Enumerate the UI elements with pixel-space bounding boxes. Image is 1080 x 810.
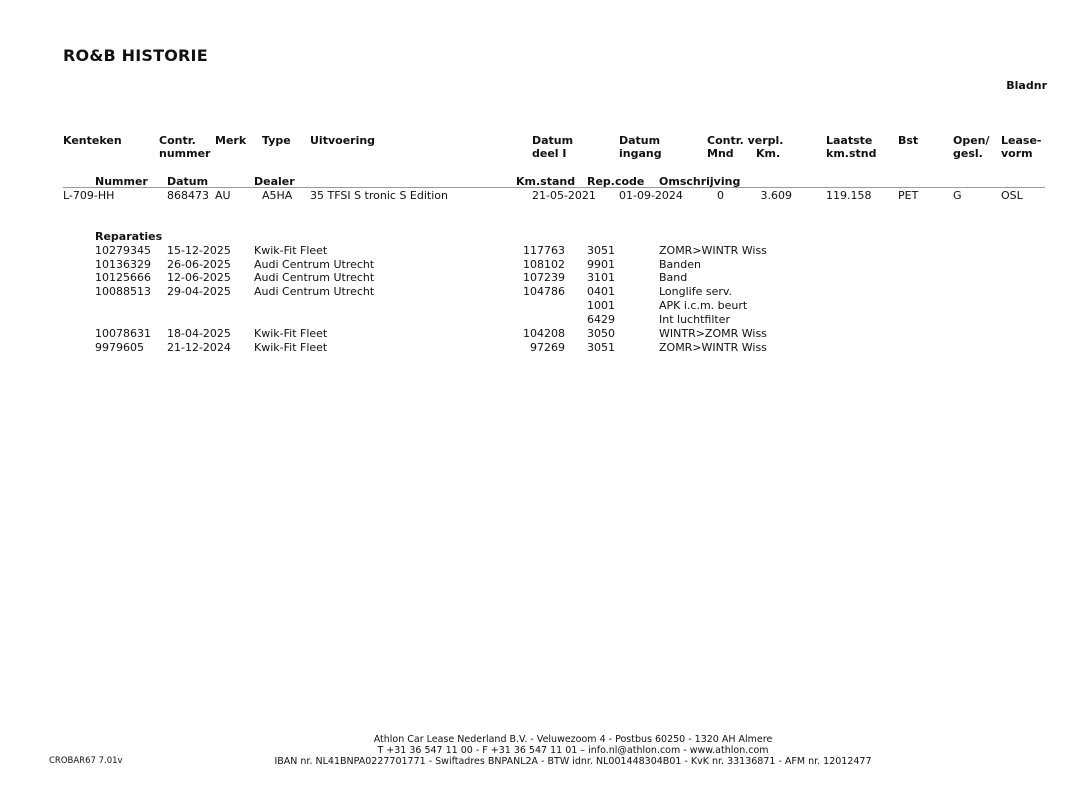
repair-dealer: Kwik-Fit Fleet — [254, 327, 328, 340]
repair-omschrijving: ZOMR>WINTR Wiss — [659, 244, 767, 257]
vehicle-datum-ingang: 01-09-2024 — [619, 189, 683, 202]
repair-datum: 21-12-2024 — [167, 341, 231, 354]
vehicle-uitvoering: 35 TFSI S tronic S Edition — [310, 189, 448, 202]
header-mnd: Mnd — [707, 147, 734, 160]
page-title: RO&B HISTORIE — [63, 46, 208, 65]
repair-repcode: 3051 — [587, 244, 615, 257]
repair-dealer: Audi Centrum Utrecht — [254, 271, 375, 284]
vehicle-type: A5HA — [262, 189, 293, 202]
header-contr-verpl: Contr. verpl. — [707, 134, 784, 147]
repair-nummer: 10125666 — [95, 271, 151, 284]
header-kenteken: Kenteken — [63, 134, 122, 147]
header-kmstnd: km.stnd — [826, 147, 877, 160]
repair-kmstand: 104786 — [523, 285, 565, 298]
repair-nummer: 10088513 — [95, 285, 151, 298]
repair-nummer: 10136329 — [95, 258, 151, 271]
subheader-datum: Datum — [167, 175, 209, 188]
header-bst: Bst — [898, 134, 919, 147]
repair-datum: 29-04-2025 — [167, 285, 231, 298]
repair-repcode: 6429 — [587, 313, 615, 326]
header-km: Km. — [756, 147, 781, 160]
header-gesl: gesl. — [953, 147, 983, 160]
footer-address: Athlon Car Lease Nederland B.V. - Veluwezoom 4 - Postbus 60250 - 1320 AH Almere — [373, 734, 773, 745]
repair-omschrijving: APK i.c.m. beurt — [659, 299, 748, 312]
repair-dealer: Kwik-Fit Fleet — [254, 341, 328, 354]
vehicle-kenteken: L-709-HH — [63, 189, 115, 202]
vehicle-km: 3.609 — [760, 189, 792, 202]
vehicle-lease-vorm: OSL — [1001, 189, 1023, 202]
repair-repcode: 3101 — [587, 271, 615, 284]
subheader-dealer: Dealer — [254, 175, 295, 188]
header-nummer: nummer — [159, 147, 211, 160]
header-type: Type — [262, 134, 291, 147]
repair-omschrijving: ZOMR>WINTR Wiss — [659, 341, 767, 354]
vehicle-open-gesl: G — [953, 189, 962, 202]
header-deel-i: deel I — [532, 147, 567, 160]
header-divider — [63, 187, 1045, 188]
footer-legal: IBAN nr. NL41BNPA0227701771 - Swiftadres BNPANL2A - BTW idnr. NL001448304B01 - KvK nr. 33136871 - AFM nr. 12012477 — [274, 756, 872, 767]
repair-omschrijving: Banden — [659, 258, 701, 271]
repair-kmstand: 107239 — [523, 271, 565, 284]
header-laatste: Laatste — [826, 134, 873, 147]
vehicle-bst: PET — [898, 189, 919, 202]
header-open: Open/ — [953, 134, 990, 147]
repair-datum: 15-12-2025 — [167, 244, 231, 257]
repairs-heading: Reparaties — [95, 230, 163, 243]
header-contr: Contr. — [159, 134, 196, 147]
form-code: CROBAR67 7.01v — [49, 756, 123, 766]
subheader-repcode: Rep.code — [587, 175, 645, 188]
repair-dealer: Audi Centrum Utrecht — [254, 258, 375, 271]
header-ingang: ingang — [619, 147, 662, 160]
repair-dealer: Audi Centrum Utrecht — [254, 285, 375, 298]
repair-omschrijving: Longlife serv. — [659, 285, 733, 298]
subheader-omschrijving: Omschrijving — [659, 175, 741, 188]
repair-datum: 12-06-2025 — [167, 271, 231, 284]
repair-repcode: 3051 — [587, 341, 615, 354]
repair-repcode: 1001 — [587, 299, 615, 312]
repair-omschrijving: Int luchtfilter — [659, 313, 730, 326]
repair-repcode: 9901 — [587, 258, 615, 271]
vehicle-datum-deel-i: 21-05-2021 — [532, 189, 596, 202]
repair-kmstand: 117763 — [523, 244, 565, 257]
subheader-kmstand: Km.stand — [516, 175, 576, 188]
footer-contact: T +31 36 547 11 00 - F +31 36 547 11 01 – info.nl@athlon.com - www.athlon.com — [377, 745, 769, 756]
header-datum-deel: Datum — [532, 134, 574, 147]
repair-nummer: 10279345 — [95, 244, 151, 257]
repair-nummer: 9979605 — [95, 341, 144, 354]
repair-kmstand: 104208 — [523, 327, 565, 340]
header-uitvoering: Uitvoering — [310, 134, 376, 147]
repair-kmstand: 97269 — [530, 341, 565, 354]
repair-dealer: Kwik-Fit Fleet — [254, 244, 328, 257]
vehicle-mnd: 0 — [717, 189, 724, 202]
subheader-nummer: Nummer — [95, 175, 148, 188]
vehicle-laatste-kmstnd: 119.158 — [826, 189, 872, 202]
vehicle-merk: AU — [215, 189, 231, 202]
repair-repcode: 3050 — [587, 327, 615, 340]
repair-datum: 26-06-2025 — [167, 258, 231, 271]
repair-omschrijving: WINTR>ZOMR Wiss — [659, 327, 767, 340]
header-merk: Merk — [215, 134, 247, 147]
repair-repcode: 0401 — [587, 285, 615, 298]
vehicle-contract: 868473 — [167, 189, 209, 202]
repair-nummer: 10078631 — [95, 327, 151, 340]
repair-datum: 18-04-2025 — [167, 327, 231, 340]
repair-omschrijving: Band — [659, 271, 688, 284]
header-vorm: vorm — [1001, 147, 1033, 160]
repair-kmstand: 108102 — [523, 258, 565, 271]
header-datum-ingang: Datum — [619, 134, 661, 147]
header-lease: Lease- — [1001, 134, 1042, 147]
page-number-label: Bladnr — [1006, 79, 1047, 92]
